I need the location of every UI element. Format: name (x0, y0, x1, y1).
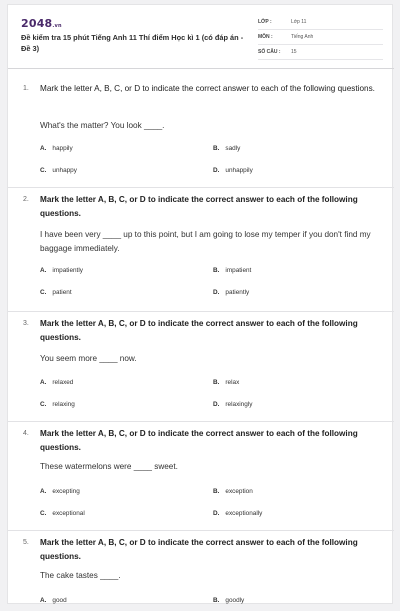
question-stem: These watermelons were ____ sweet. (40, 462, 178, 471)
document-header (8, 5, 394, 69)
option-letter: B. (213, 145, 220, 152)
option-text: patiently (225, 289, 250, 296)
option-text: relax (225, 379, 240, 386)
question-instruction: Mark the letter A, B, C, or D to indicate the correct answer to each of the following questions. (40, 538, 358, 561)
meta-row-question-count (258, 47, 383, 60)
option-text: impatient (225, 267, 252, 274)
option-b[interactable] (213, 145, 240, 152)
option-text: sadly (225, 145, 241, 152)
question-instruction: Mark the letter A, B, C, or D to indicate the correct answer to each of the following questions. (40, 84, 375, 93)
option-c[interactable] (40, 510, 85, 517)
question-stem: The cake tastes ____. (40, 571, 121, 580)
option-text: happily (52, 145, 73, 152)
option-text: relaxingly (225, 401, 253, 408)
option-d[interactable] (213, 167, 253, 174)
meta-value: 15 (291, 49, 297, 55)
option-text: exceptional (52, 510, 85, 517)
option-text: relaxed (52, 379, 74, 386)
option-letter: C. (40, 401, 47, 408)
question-instruction: Mark the letter A, B, C, or D to indicate the correct answer to each of the following questions. (40, 319, 358, 342)
question-number: 3. (23, 320, 29, 327)
question-stem: I have been very ____ up to this point, but I am going to lose my temper if you don't find my baggage immediately. (40, 230, 371, 253)
question-2 (8, 188, 394, 312)
option-text: relaxing (52, 401, 75, 408)
option-text: patient (52, 289, 72, 296)
option-a[interactable] (40, 379, 73, 386)
site-logo[interactable] (21, 17, 62, 30)
question-3 (8, 312, 394, 422)
question-number: 4. (23, 430, 29, 437)
question-number: 5. (23, 539, 29, 546)
option-b[interactable] (213, 379, 239, 386)
option-d[interactable] (213, 289, 249, 296)
document-page (7, 4, 393, 604)
question-instruction: Mark the letter A, B, C, or D to indicate the correct answer to each of the following questions. (40, 195, 358, 218)
option-text: impatiently (52, 267, 83, 274)
meta-key: MÔN : (258, 34, 273, 40)
question-4 (8, 422, 394, 531)
option-letter: A. (40, 267, 47, 274)
option-text: excepting (52, 488, 80, 495)
option-a[interactable] (40, 145, 73, 152)
option-text: unhappy (52, 167, 77, 174)
meta-row-subject (258, 32, 383, 45)
option-d[interactable] (213, 401, 252, 408)
option-letter: D. (213, 510, 220, 517)
option-c[interactable] (40, 167, 77, 174)
logo-main: 2048 (21, 17, 53, 30)
option-letter: A. (40, 145, 47, 152)
option-letter: D. (213, 289, 220, 296)
document-title: Đề kiểm tra 15 phút Tiếng Anh 11 Thí điểm Học kì 1 (có đáp án - Đề 3) (21, 33, 244, 53)
option-b[interactable] (213, 488, 253, 495)
option-letter: B. (213, 267, 220, 274)
question-stem: You seem more ____ now. (40, 354, 137, 363)
question-5 (8, 531, 394, 611)
option-letter: B. (213, 379, 220, 386)
question-number: 2. (23, 196, 29, 203)
option-text: unhappily (225, 167, 253, 174)
option-letter: A. (40, 379, 47, 386)
option-b[interactable] (213, 597, 244, 604)
option-letter: C. (40, 510, 47, 517)
meta-value: Lớp 11 (291, 19, 307, 25)
option-text: good (52, 597, 67, 604)
meta-value: Tiếng Anh (291, 34, 314, 40)
option-letter: C. (40, 289, 47, 296)
option-text: exceptionally (225, 510, 263, 517)
option-letter: D. (213, 401, 220, 408)
option-letter: B. (213, 597, 220, 604)
option-text: goodly (225, 597, 245, 604)
question-1 (8, 69, 394, 188)
question-stem: What's the matter? You look ____. (40, 121, 165, 130)
question-instruction: Mark the letter A, B, C, or D to indicate the correct answer to each of the following questions. (40, 429, 358, 452)
option-letter: D. (213, 167, 220, 174)
option-c[interactable] (40, 289, 72, 296)
logo-suffix: .vn (52, 23, 62, 29)
meta-key: SỐ CÂU : (258, 49, 281, 55)
option-a[interactable] (40, 488, 80, 495)
meta-key: LỚP : (258, 19, 272, 25)
option-a[interactable] (40, 267, 83, 274)
option-letter: C. (40, 167, 47, 174)
option-letter: A. (40, 597, 47, 604)
option-letter: B. (213, 488, 220, 495)
option-d[interactable] (213, 510, 262, 517)
meta-row-class (258, 17, 383, 30)
question-number: 1. (23, 85, 29, 92)
option-letter: A. (40, 488, 47, 495)
option-b[interactable] (213, 267, 251, 274)
option-text: exception (225, 488, 253, 495)
option-a[interactable] (40, 597, 67, 604)
option-c[interactable] (40, 401, 75, 408)
